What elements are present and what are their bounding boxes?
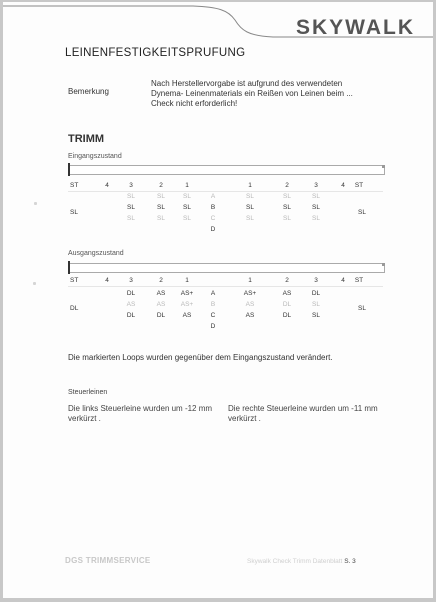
footer-doc-title: Skywalk Check Trimm Datenblatt xyxy=(247,558,343,565)
table-cell: SL xyxy=(246,215,254,222)
skywalk-logo: SKYWALK xyxy=(296,16,415,39)
remark-label: Bemerkung xyxy=(68,87,109,96)
table-header-cell: 2 xyxy=(159,182,163,189)
table-cell: B xyxy=(210,204,216,211)
table-header-separator xyxy=(68,286,383,287)
table-cell: DL xyxy=(311,290,321,297)
row-label-left: SL xyxy=(70,209,78,216)
footer-right xyxy=(247,558,356,565)
table-header-separator xyxy=(68,191,383,192)
table-cell: SL xyxy=(312,193,320,200)
table-cell: SL xyxy=(312,204,320,211)
table-cell: AS xyxy=(282,290,292,297)
table-cell: SL xyxy=(183,204,191,211)
scan-speck xyxy=(34,202,37,205)
output-state-label: Ausgangszustand xyxy=(68,250,124,257)
table-cell: DL xyxy=(282,301,292,308)
table-cell: SL xyxy=(127,204,135,211)
table-header-cell: 1 xyxy=(185,277,189,284)
table-cell: DL xyxy=(282,312,292,319)
table-cell: DL xyxy=(156,312,166,319)
steering-left-text: Die links Steuerleine wurden um -12 mm verkürzt . xyxy=(68,404,213,423)
table-cell: SL xyxy=(157,204,165,211)
loops-note: Die markierten Loops wurden gegenüber dem Eingangszustand verändert. xyxy=(68,353,333,362)
table-header-cell: 1 xyxy=(185,182,189,189)
table-cell: AS xyxy=(245,312,255,319)
table-cell: SL xyxy=(283,204,291,211)
table-cell: SL xyxy=(157,215,165,222)
table-header-cell: ST xyxy=(354,277,364,284)
table-header-cell: 4 xyxy=(105,182,109,189)
table-header-cell: 3 xyxy=(129,277,133,284)
footer-left: DGS TRIMMSERVICE xyxy=(65,556,151,565)
table-cell: SL xyxy=(312,312,320,319)
table-header-cell: 3 xyxy=(314,277,318,284)
table-header-cell: 2 xyxy=(285,182,289,189)
row-label-right: SL xyxy=(358,209,366,216)
table-cell: SL xyxy=(246,204,254,211)
table-cell: AS xyxy=(156,301,166,308)
table-header-cell: 2 xyxy=(159,277,163,284)
table-cell: D xyxy=(210,323,216,330)
table-header-cell: 1 xyxy=(248,277,252,284)
row-label-left: DL xyxy=(70,305,79,312)
table-cell: D xyxy=(210,226,216,233)
table-cell: SL xyxy=(312,301,320,308)
scan-speck xyxy=(33,282,36,285)
table-cell: A xyxy=(210,290,216,297)
table-header-cell: 4 xyxy=(105,277,109,284)
row-label-right: SL xyxy=(358,305,366,312)
table-cell: SL xyxy=(157,193,165,200)
table-header-cell: 3 xyxy=(129,182,133,189)
table-cell: AS+ xyxy=(180,290,194,297)
table-cell: SL xyxy=(246,193,254,200)
input-state-bar xyxy=(68,165,385,175)
footer-page-number: S. 3 xyxy=(344,558,356,565)
output-state-bar xyxy=(68,263,385,273)
table-cell: AS xyxy=(182,312,192,319)
table-header-cell: ST xyxy=(70,182,79,189)
table-cell: DL xyxy=(126,312,136,319)
table-header-cell: ST xyxy=(354,182,364,189)
remark-text: Nach Herstellervorgabe ist aufgrund des verwendeten Dynema- Leinenmaterials ein Reißen von Leinen beim ... Check nicht erforderlich! xyxy=(151,79,353,108)
table-cell: DL xyxy=(126,290,136,297)
table-cell: SL xyxy=(312,215,320,222)
table-cell: SL xyxy=(183,215,191,222)
steering-heading: Steuerleinen xyxy=(68,389,108,396)
table-header-cell: 4 xyxy=(341,277,345,284)
table-cell: SL xyxy=(283,215,291,222)
table-header-cell: 1 xyxy=(248,182,252,189)
table-cell: C xyxy=(210,215,216,222)
table-cell: C xyxy=(210,312,216,319)
table-cell: AS xyxy=(126,301,136,308)
table-cell: SL xyxy=(183,193,191,200)
table-header-cell: 2 xyxy=(285,277,289,284)
table-cell: SL xyxy=(283,193,291,200)
input-state-label: Eingangszustand xyxy=(68,153,122,160)
page-title: LEINENFESTIGKEITSPRUFUNG xyxy=(65,47,246,59)
steering-right-text: Die rechte Steuerleine wurden um -11 mm verkürzt . xyxy=(228,404,378,423)
table-cell: SL xyxy=(127,193,135,200)
table-cell: A xyxy=(210,193,216,200)
trim-heading: TRIMM xyxy=(68,133,105,145)
table-header-cell: 4 xyxy=(341,182,345,189)
table-cell: AS xyxy=(156,290,166,297)
table-cell: AS+ xyxy=(243,290,257,297)
table-cell: AS+ xyxy=(180,301,194,308)
table-cell: B xyxy=(210,301,216,308)
table-header-cell: 3 xyxy=(314,182,318,189)
table-header-cell: ST xyxy=(70,277,79,284)
table-cell: SL xyxy=(127,215,135,222)
document-page xyxy=(3,2,433,598)
table-cell: AS xyxy=(245,301,255,308)
